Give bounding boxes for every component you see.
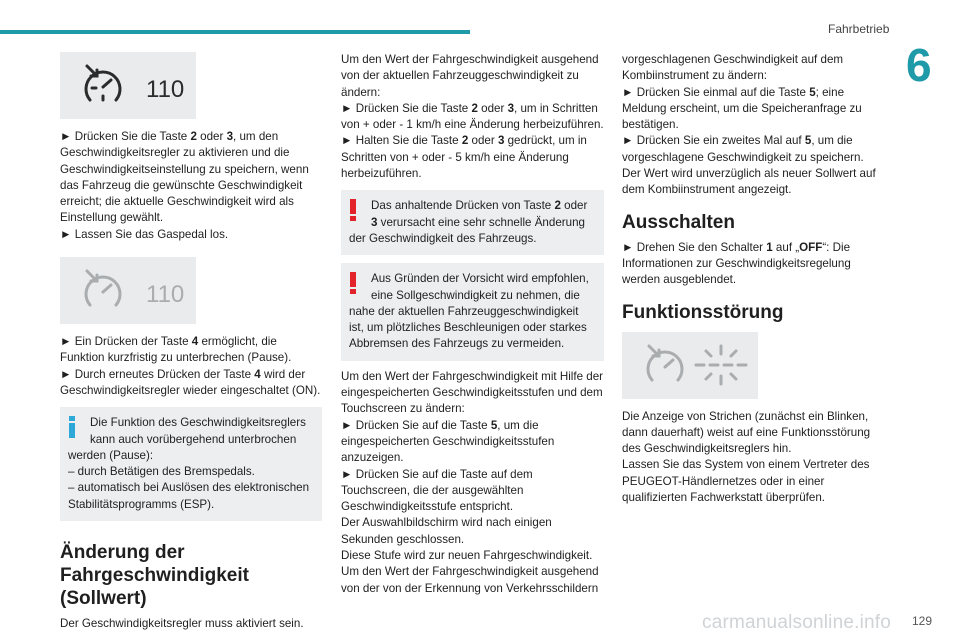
warning-note: Das anhaltende Drücken von Taste 2 oder 3 verursacht eine sehr schnelle Änderung der Geschwindigkeit des Fahrzeugs.: [341, 190, 604, 255]
paragraph: Diese Stufe wird zur neuen Fahrgeschwindigkeit.: [341, 549, 593, 563]
paragraph: Um den Wert der Fahrgeschwindigkeit ausgehend von der aktuellen Fahrzeuggeschwindigkeit zu ändern:: [341, 53, 599, 99]
page-number: 129: [912, 614, 933, 628]
watermark: carmanualsonline.info: [702, 612, 892, 633]
cruise-control-fault-icon-panel: [622, 332, 758, 399]
cruise-control-active-icon-panel: [60, 52, 196, 119]
paragraph: ► Drücken Sie auf die Taste 5, um die eingespeicherten Geschwindigkeitsstufen anzuzeigen.: [341, 418, 555, 465]
column-3: [622, 52, 884, 506]
warning-icon: [349, 199, 357, 221]
section-heading-fault: Funktionsstörung: [622, 301, 784, 323]
chapter-title: Fahrbetrieb: [828, 22, 890, 36]
speed-value: 110: [146, 76, 185, 103]
paragraph: Lassen Sie das System von einem Vertreter des PEUGEOT-Händlernetzes oder in einer qualifizierten Fachwerkstatt überprüfen.: [622, 458, 870, 505]
paragraph: ► Drücken Sie die Taste 2 oder 3, um in Schritten von + oder - 1 km/h eine Änderung herbeizuführen.: [341, 101, 604, 132]
paragraph: vorgeschlagenen Geschwindigkeit auf dem Kombiinstrument zu ändern:: [622, 53, 844, 83]
speedometer-dashes-icon: [622, 332, 758, 399]
paragraph: Die Anzeige von Strichen (zunächst ein Blinken, dann dauerhaft) weist auf eine Funktionsstörung des Geschwindigkeitsreglers hin.: [622, 409, 871, 456]
cruise-control-paused-icon-panel: [60, 257, 196, 324]
paragraph: ► Drücken Sie einmal auf die Taste 5; eine Meldung erscheint, um die Speicheranfrage zu bestätigen.: [622, 85, 862, 132]
paragraph: Um den Wert der Fahrgeschwindigkeit ausgehend von der von der Erkennung von Verkehrsschildern: [341, 565, 599, 595]
info-icon: [68, 416, 76, 438]
paragraph: ► Drücken Sie ein zweites Mal auf 5, um die vorgeschlagene Geschwindigkeit zu speichern.: [622, 134, 864, 164]
header-accent-bar: [0, 30, 470, 34]
paragraph: ► Drücken Sie auf die Taste auf dem Touchscreen, die der ausgewählten Geschwindigkeitsstufe entspricht.: [341, 467, 533, 514]
paragraph: Der Auswahlbildschirm wird nach einigen Sekunden geschlossen.: [341, 516, 552, 546]
column-2: [341, 52, 604, 597]
speed-value-dim: 110: [146, 281, 185, 309]
speedometer-arrow-dim-icon: [60, 257, 196, 324]
paragraph: Der Wert wird unverzüglich als neuer Sollwert auf dem Kombiinstrument angezeigt.: [622, 167, 876, 197]
info-note: Die Funktion des Geschwindigkeitsreglers kann auch vorübergehend unterbrochen werden (Pause): – durch Betätigen des Bremspedals. – automatisch bei Auslösen des elektronischen Stabilitätsprogramms (ESP).: [60, 407, 322, 521]
paragraph: ► Drehen Sie den Schalter 1 auf „OFF“: Die Informationen zur Geschwindigkeitsregelung werden ausgeblendet.: [622, 240, 851, 287]
paragraph: ► Drücken Sie die Taste 2 oder 3, um den Geschwindigkeitsregler zu aktivieren und die Geschwindigkeitseinstellung zu speichern, wenn das Fahrzeug die gewünschte Geschwindigkeit erreicht; die aktuelle Geschwindigkeit wird als Einstellung gewählt. ► Lassen Sie das Gaspedal los.: [60, 130, 309, 241]
paragraph: ► Halten Sie die Taste 2 oder 3 gedrückt, um in Schritten von + oder - 5 km/h eine Änderung herbeizuführen.: [341, 134, 587, 181]
paragraph: ► Ein Drücken der Taste 4 ermöglicht, die Funktion kurzfristig zu unterbrechen (Pause). ► Durch erneutes Drücken der Taste 4 wird der Geschwindigkeitsregler wieder eingeschaltet (ON).: [60, 335, 321, 397]
speedometer-arrow-icon: [60, 52, 196, 119]
section-heading-off: Ausschalten: [622, 211, 735, 233]
section-heading: Änderung der Fahrgeschwindigkeit (Sollwert): [60, 542, 249, 610]
column-1: [60, 52, 322, 632]
paragraph: Der Geschwindigkeitsregler muss aktiviert sein.: [60, 617, 304, 631]
paragraph: Um den Wert der Fahrgeschwindigkeit mit Hilfe der eingespeicherten Geschwindigkeitsstufen und dem Touchscreen zu ändern:: [341, 369, 604, 416]
warning-icon: [349, 272, 357, 294]
warning-note: Aus Gründen der Vorsicht wird empfohlen, eine Sollgeschwindigkeit zu nehmen, die nahe der aktuellen Fahrzeuggeschwindigkeit ist, um plötzliches Beschleunigen oder starkes Abbremsen des Fahrzeugs zu vermeiden.: [341, 263, 604, 360]
chapter-number: 6: [906, 39, 932, 91]
